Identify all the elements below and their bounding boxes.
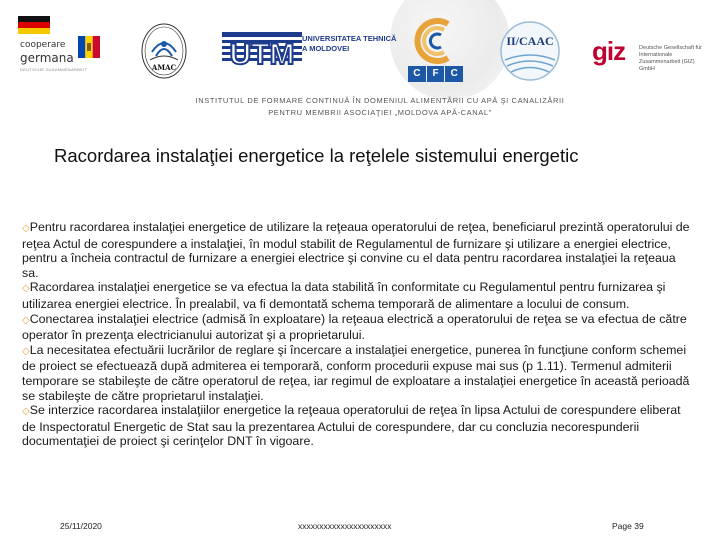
utm-mark-icon — [222, 30, 302, 70]
diamond-bullet-icon: ◇ — [22, 283, 30, 295]
bullet-text: Pentru racordarea instalaţiei energetice de utilizare la reţeaua operatorului de reţea, beneficiarul prezintă operatorului de reţea Actul de corespundere a instalaţiei, în modul stabilit de Regulamentul de furnizare şi utilizare a energiei electrice, pentru a încheia contractul de furnizare a energiei electrice şi convine cu el data pentru racordarea instalaţiei la reţeaua sa. — [22, 220, 690, 280]
iicaac-circle-icon — [497, 20, 563, 82]
utm-mark-text: UTM — [229, 38, 295, 70]
utm-name-line1: UNIVERSITATEA TEHNICĂ — [302, 34, 397, 43]
bullet-text: Racordarea instalaţiei energetice se va efectua la data stabilită în conformitate cu Regulamentul pentru furnizarea şi utilizarea energiei electrice. În prealabil, va fi demontată schema temporară de alimentare a locului de consum. — [22, 280, 666, 311]
bullet-text: La necesitatea efectuării lucrărilor de reglare şi încercare a instalaţiei energetice, punerea în funcţiune conform schemei de proiect se efectuează după admiterea ei temporară, conform procedurii expuse mai sus (p 1.11). Termenul admiterii temporare se stabileşte de către operatorul de reţea, iar regimul de exploatare a instalaţiei energetice în această perioadă se stabileşte de către proprietarul instalaţiei. — [22, 342, 690, 403]
diamond-bullet-icon: ◇ — [22, 345, 30, 357]
logo-strip — [0, 0, 720, 92]
utm-logo — [222, 30, 397, 70]
diamond-bullet-icon: ◇ — [22, 223, 30, 234]
cfc-letter: F — [427, 66, 445, 82]
amac-logo — [140, 22, 188, 80]
moldova-flag-icon — [78, 36, 100, 58]
bullet-item — [22, 343, 690, 403]
bullet-item — [22, 403, 690, 449]
german-flag-icon — [18, 16, 50, 34]
footer-middle: xxxxxxxxxxxxxxxxxxxxxx — [298, 521, 392, 531]
giz-logo — [592, 36, 702, 76]
bullet-text: Conectarea instalaţiei electrice (admisă în exploatare) la reţeaua electrică a operatorului de reţea se va efectua de către operator în prezenţa electricianului autorizat şi a proprietarului. — [22, 311, 687, 343]
cfc-swirl-icon — [408, 18, 464, 64]
giz-mark: giz — [592, 36, 626, 66]
institute-header — [0, 95, 720, 119]
cfc-letter: C — [445, 66, 463, 82]
slide-content — [22, 220, 690, 449]
institute-line1: INSTITUTUL DE FORMARE CONTINUĂ ÎN DOMENIUL ALIMENTĂRII CU APĂ ŞI CANALIZĂRII — [195, 96, 565, 105]
cooperare-text: cooperare — [20, 40, 66, 50]
utm-name-line2: A MOLDOVEI — [302, 44, 350, 53]
cooperare-germana-logo — [18, 14, 98, 76]
cfc-letter: C — [408, 66, 426, 82]
utm-name — [302, 34, 396, 54]
slide-title: Racordarea instalaţiei energetice la reţelele sistemului energetic — [54, 145, 579, 166]
footer-page-number: Page 39 — [612, 521, 644, 531]
giz-text: Deutsche Gesellschaft für Internationale Zusammenarbeit (GIZ) GmbH — [639, 45, 702, 72]
bullet-text: Se interzice racordarea instalaţiilor energetice la reţeaua operatorului de reţea în lipsa Actului de corespundere eliberat de Inspectoratul Energetic de Stat sau la prezentarea Actului de corespundere, dar cu concluzia necorespunderii documentaţiei de proiect şi cerinţelor DNT în vigoare. — [22, 403, 681, 449]
bullet-item — [22, 220, 690, 280]
diamond-bullet-icon: ◇ — [22, 314, 30, 326]
iicaac-text: II/CAAC — [506, 34, 554, 48]
germana-text: germana — [20, 51, 74, 65]
cfc-letters — [408, 66, 464, 82]
amac-text: AMAC — [151, 63, 177, 72]
diamond-bullet-icon: ◇ — [22, 406, 30, 418]
institute-line2: PENTRU MEMBRII ASOCIAŢIEI „MOLDOVA APĂ-CANAL” — [268, 108, 492, 117]
iicaac-logo — [497, 20, 563, 82]
deutsche-zusammenarbeit-text: DEUTSCHE ZUSAMMENARBEIT — [20, 67, 88, 72]
footer-date: 25/11/2020 — [60, 521, 102, 531]
cfc-logo — [408, 18, 464, 84]
bullet-item — [22, 280, 690, 311]
bullet-item — [22, 312, 690, 343]
